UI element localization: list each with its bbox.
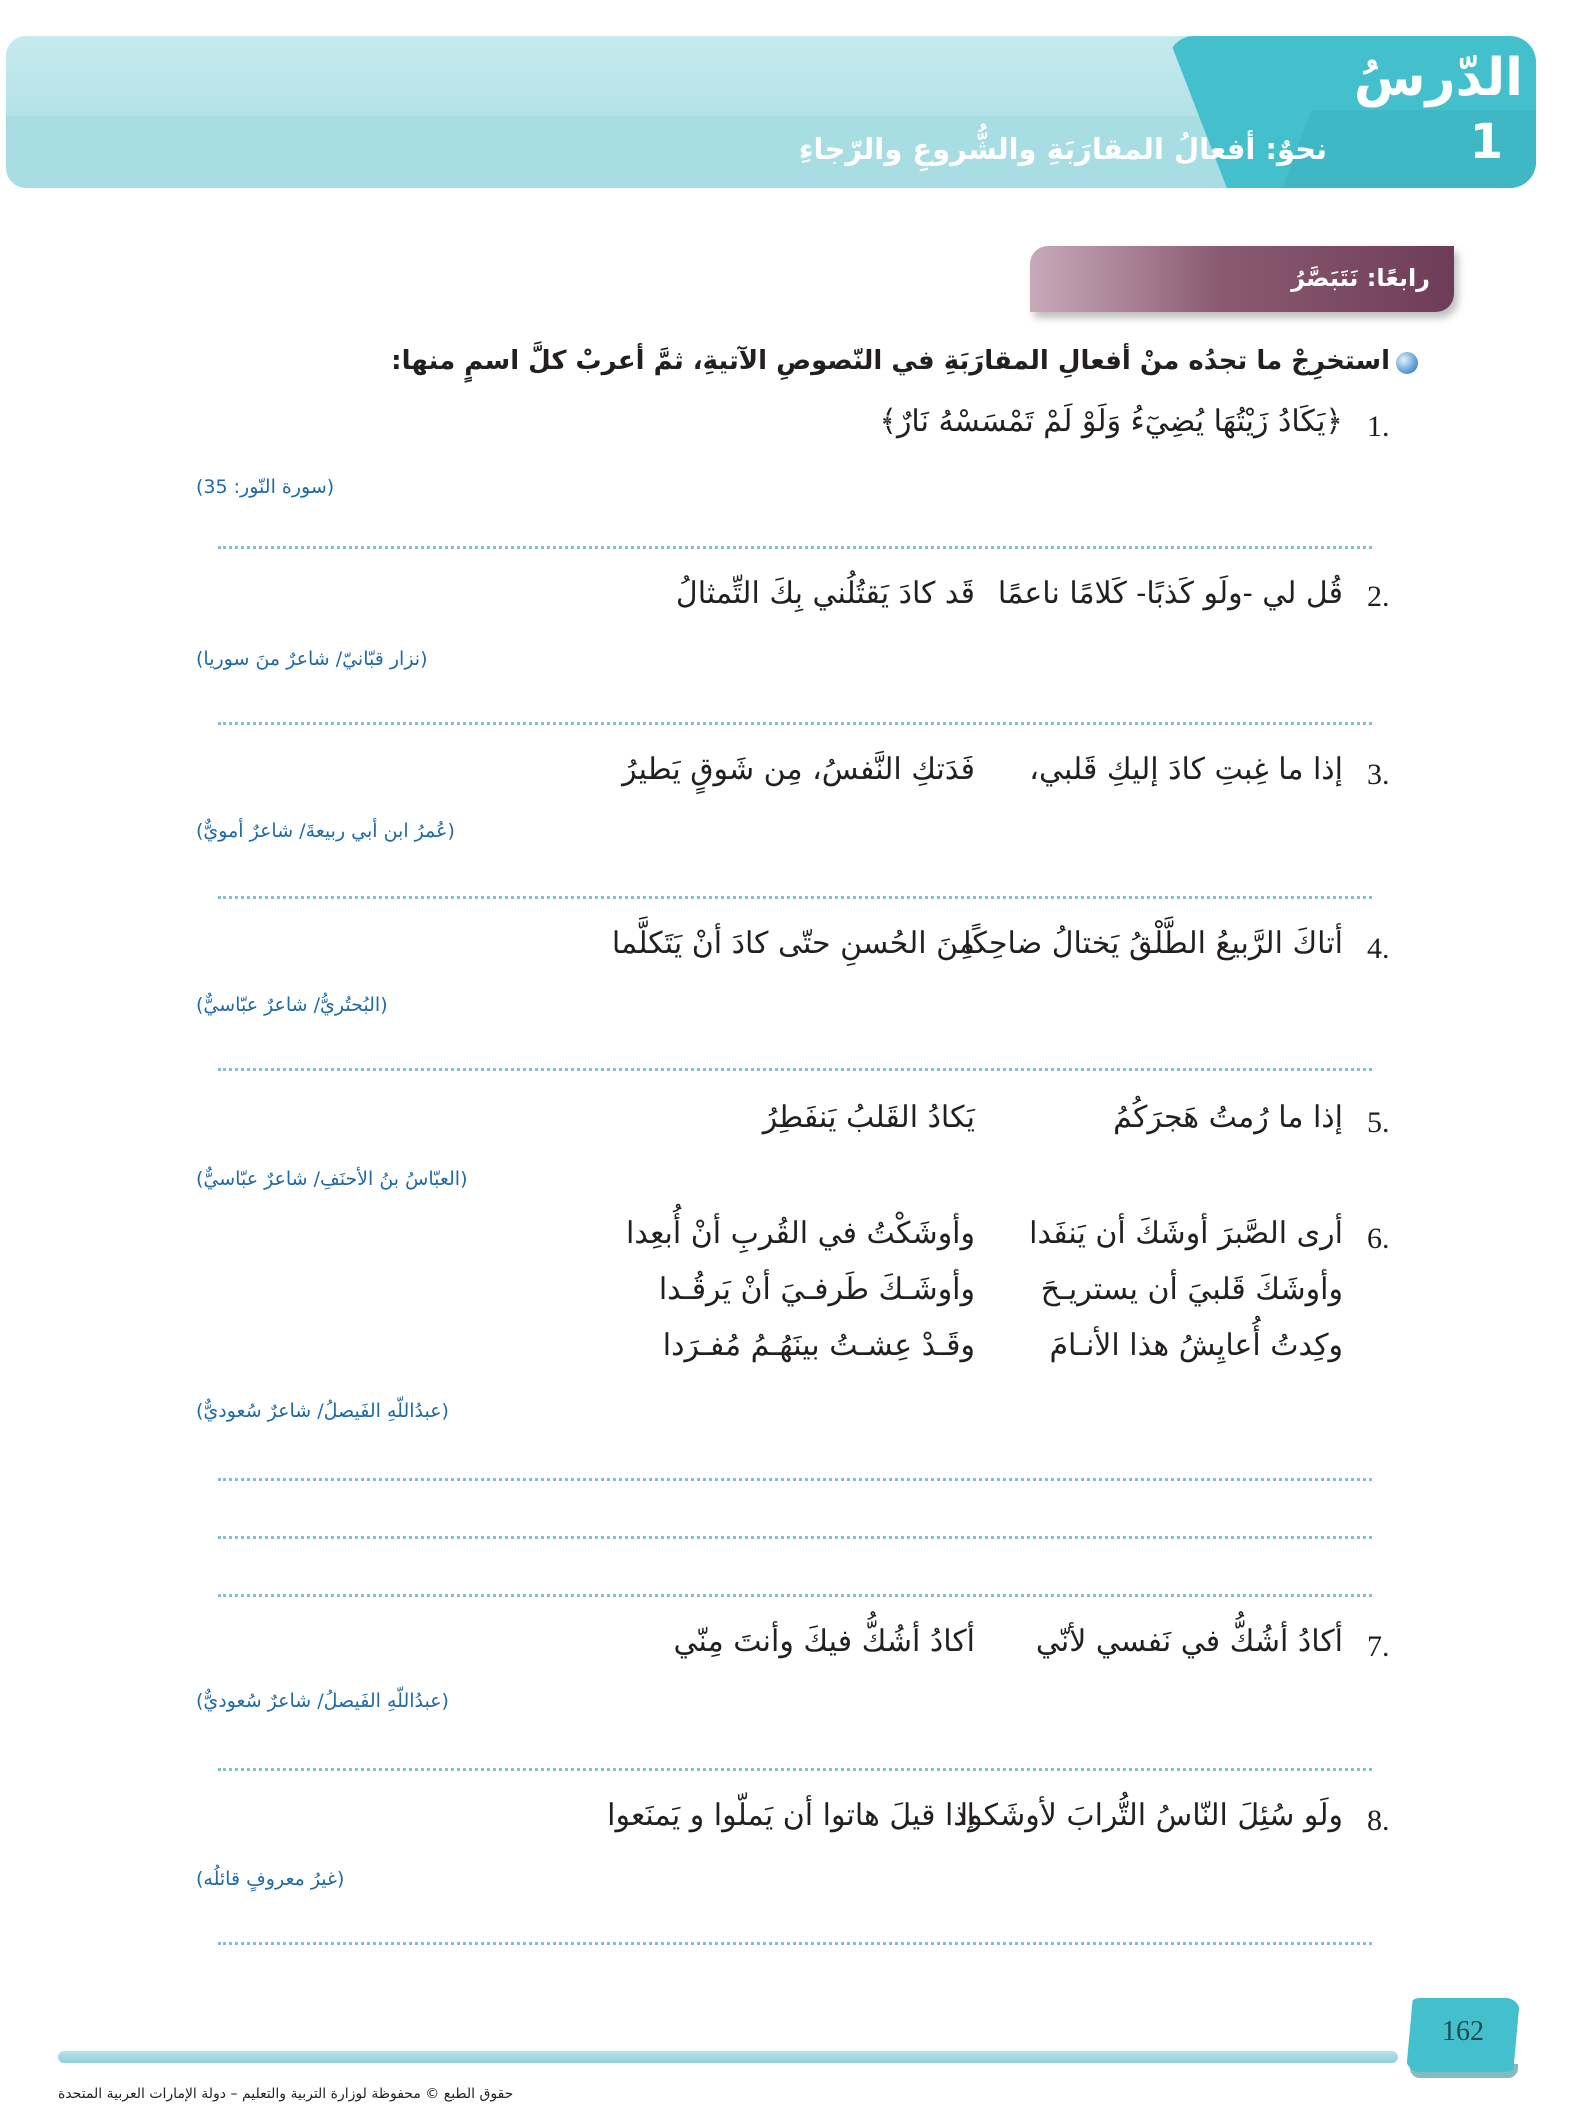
source-1: (سورة النّور: 35) — [196, 476, 335, 498]
bullet-icon — [1396, 352, 1418, 374]
header-top-bar — [6, 36, 1246, 116]
answer-line-7 — [218, 1768, 1372, 1771]
answer-line-1 — [218, 546, 1372, 549]
item-number-4: 4. — [1367, 932, 1390, 965]
poem-6-line-3-left: وقَـدْ عِشـتُ بينَهُـمُ مُفـرَدا — [662, 1328, 975, 1363]
source-8: (غيرُ معروفٍ قائلُه) — [196, 1868, 345, 1890]
lesson-label: الدّرسُ — [1353, 48, 1523, 108]
footer-line — [58, 2051, 1398, 2063]
answer-line-8 — [218, 1942, 1372, 1945]
item-number-7: 7. — [1367, 1630, 1390, 1663]
answer-line-6b — [218, 1536, 1372, 1539]
source-3: (عُمرُ ابن أبي ربيعةَ/ شاعرٌ أمويٌّ) — [196, 820, 455, 842]
verse-2-second-hemistich: قَد كادَ يَقتُلُني بِكَ التِّمثالُ — [675, 576, 975, 611]
copyright-notice: حقوق الطبع © محفوظة لوزارة التربية والتعليم – دولة الإمارات العربية المتحدة — [58, 2086, 514, 2102]
page-number: 162 — [1442, 2016, 1484, 2047]
source-4: (البُحتُريُّ/ شاعرٌ عبّاسيٌّ) — [196, 994, 388, 1016]
answer-line-6a — [218, 1478, 1372, 1481]
verse-5-first-hemistich: إذا ما رُمتُ هَجرَكُمُ — [1113, 1100, 1343, 1135]
poem-6-line-1-left: وأوشَكْتُ في القُربِ أنْ أُبعِدا — [625, 1216, 975, 1251]
poem-6-line-2-right: وأوشَكَ قَلبيَ أن يستريـحَ — [1040, 1272, 1343, 1307]
verse-3-first-hemistich: إذا ما غِبتِ كادَ إليكِ قَلبي، — [1029, 752, 1343, 787]
source-5: (العبّاسُ بنُ الأحنَفِ/ شاعرٌ عبّاسيٌّ) — [196, 1168, 468, 1190]
verse-2-first-hemistich: قُل لي -ولَو كَذبًا- كَلامًا ناعمًا — [997, 576, 1343, 611]
poem-6-line-2-left: وأوشَـكَ طَرفـيَ أنْ يَرقُـدا — [658, 1272, 975, 1307]
section-tag — [1030, 246, 1454, 312]
answer-line-6c — [218, 1594, 1372, 1597]
poem-6-line-1-right: أرى الصَّبرَ أوشَكَ أن يَنفَدا — [1029, 1216, 1343, 1251]
verse-7-first-hemistich: أكادُ أشُكُّ في نَفسي لأنّي — [1035, 1624, 1343, 1659]
verse-5-second-hemistich: يَكادُ القَلبُ يَنفَطِرُ — [762, 1100, 975, 1135]
exercise-instruction: استخرِجْ ما تجدُه منْ أفعالِ المقارَبَةِ في النّصوصِ الآتيةِ، ثمَّ أعربْ كلَّ اسمٍ منها: — [391, 346, 1390, 376]
poem-6-line-3-right: وكِدتُ أُعايِشُ هذا الأنـامَ — [1049, 1328, 1343, 1363]
item-number-1: 1. — [1367, 410, 1390, 443]
source-6: (عبدُاللّهِ الفَيصلُ/ شاعرٌ سُعوديٌّ) — [196, 1400, 449, 1422]
source-7: (عبدُاللّهِ الفَيصلُ/ شاعرٌ سُعوديٌّ) — [196, 1690, 449, 1712]
item-number-8: 8. — [1367, 1804, 1390, 1837]
quran-verse: ﴿يَكَادُ زَيْتُهَا يُضِيٓءُ وَلَوْ لَمْ تَمْسَسْهُ نَارٌ﴾ — [879, 404, 1343, 439]
lesson-title: نحوٌ: أفعالُ المقارَبَةِ والشُّروعِ والرّجاءِ — [798, 132, 1327, 166]
answer-line-2 — [218, 722, 1372, 725]
verse-3-second-hemistich: فَدَتكِ النَّفسُ، مِن شَوقٍ يَطيرُ — [622, 752, 975, 787]
lesson-number: 1 — [1469, 114, 1503, 170]
item-number-6: 6. — [1367, 1222, 1390, 1255]
item-number-5: 5. — [1367, 1106, 1390, 1139]
verse-8-first-hemistich: ولَو سُئِلَ النّاسُ التُّرابَ لأوشَكوا — [959, 1798, 1343, 1833]
item-number-3: 3. — [1367, 758, 1390, 791]
source-2: (نزار قبّانيّ/ شاعرٌ منَ سوريا) — [196, 648, 428, 670]
verse-8-second-hemistich: إذا قيلَ هاتوا أن يَملّوا و يَمنَعوا — [607, 1798, 975, 1833]
item-number-2: 2. — [1367, 580, 1390, 613]
answer-line-4 — [218, 1068, 1372, 1071]
verse-4-second-hemistich: مِنَ الحُسنِ حتّى كادَ أنْ يَتَكلَّما — [611, 926, 975, 961]
verse-7-second-hemistich: أكادُ أشُكُّ فيكَ وأنتَ مِنّي — [673, 1624, 975, 1659]
answer-line-3 — [218, 896, 1372, 899]
verse-4-first-hemistich: أتاكَ الرَّبيعُ الطَّلْقُ يَختالُ ضاحِكًا — [963, 926, 1343, 961]
section-tag-label: رابعًا: نَتَبَصَّرُ — [1291, 264, 1430, 292]
